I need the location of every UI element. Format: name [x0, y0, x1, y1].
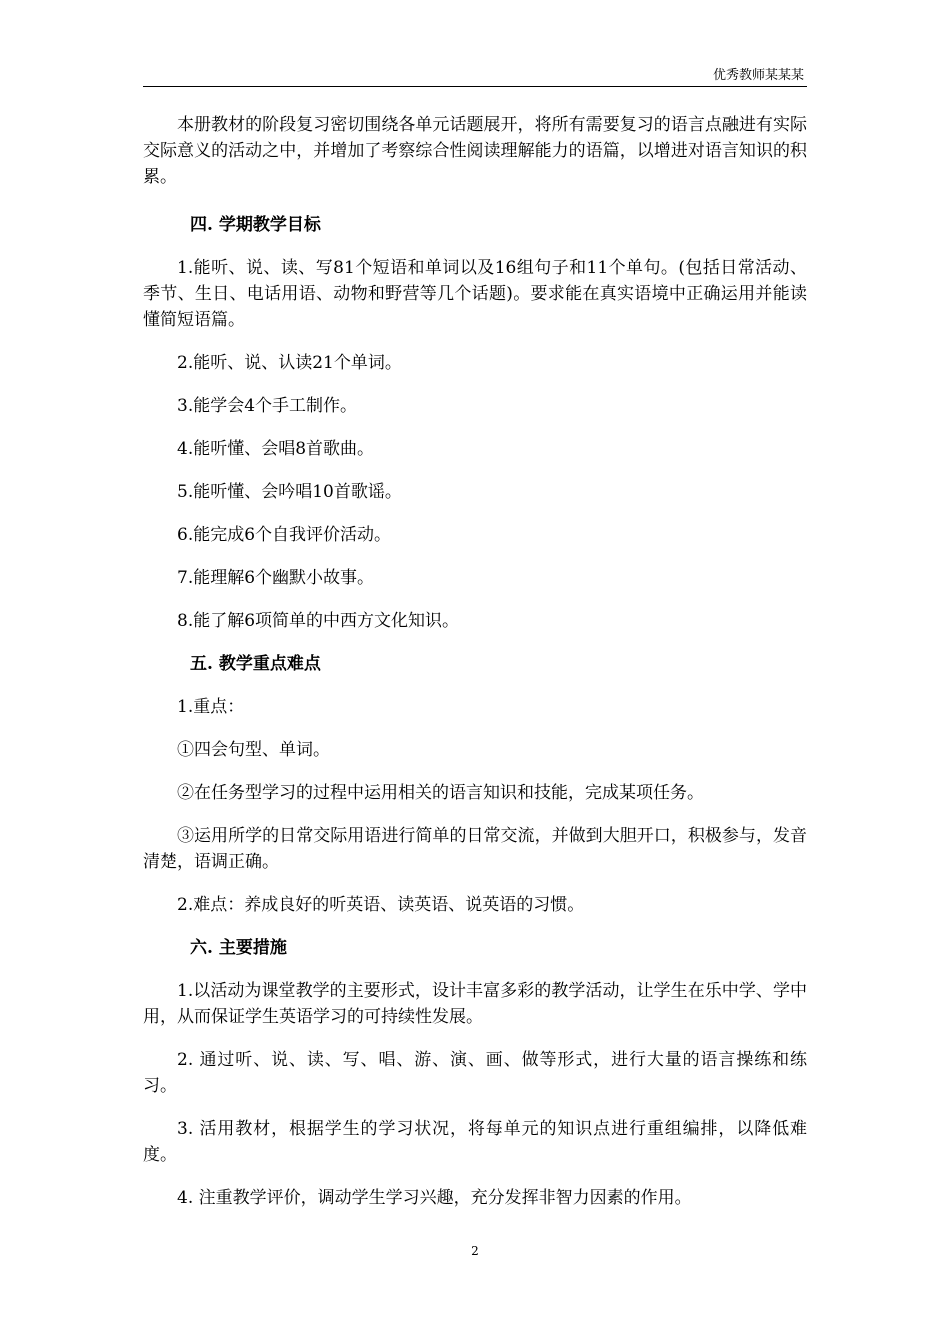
goal-item: 8.能了解6项简单的中西方文化知识。 — [177, 611, 460, 631]
key-point-item: 2.难点：养成良好的听英语、读英语、说英语的习惯。 — [177, 895, 585, 915]
key-point-item: ③运用所学的日常交际用语进行简单的日常交流，并做到大胆开口，积极参与，发音清楚，语调正确。 — [143, 826, 807, 872]
section-heading-key-points: 五. 教学重点难点 — [190, 654, 321, 674]
goal-item: 3.能学会4个手工制作。 — [177, 396, 358, 416]
document-body — [143, 112, 807, 1228]
goal-item: 4.能听懂、会唱8首歌曲。 — [177, 439, 375, 459]
measure-item: 1.以活动为课堂教学的主要形式，设计丰富多彩的教学活动，让学生在乐中学、学中用，从而保证学生英语学习的可持续性发展。 — [143, 981, 807, 1027]
page-header: 优秀教师某某某 — [712, 68, 804, 83]
section-heading-measures: 六. 主要措施 — [190, 938, 287, 958]
measure-item: 4. 注重教学评价，调动学生学习兴趣，充分发挥非智力因素的作用。 — [177, 1188, 692, 1208]
intro-paragraph: 本册教材的阶段复习密切围绕各单元话题展开，将所有需要复习的语言点融进有实际交际意义的活动之中，并增加了考察综合性阅读理解能力的语篇，以增进对语言知识的积累。 — [143, 115, 807, 187]
goal-item: 7.能理解6个幽默小故事。 — [177, 568, 375, 588]
measure-item: 3. 活用教材，根据学生的学习状况，将每单元的知识点进行重组编排，以降低难度。 — [143, 1119, 807, 1165]
measure-item: 2. 通过听、说、读、写、唱、游、演、画、做等形式，进行大量的语言操练和练习。 — [143, 1050, 807, 1096]
key-point-item: 1.重点： — [177, 697, 245, 717]
goal-item: 2.能听、说、认读21个单词。 — [177, 353, 402, 373]
page-number: 2 — [471, 1244, 479, 1258]
goal-item: 6.能完成6个自我评价活动。 — [177, 525, 392, 545]
section-heading-goals: 四. 学期教学目标 — [190, 215, 321, 235]
goal-item: 5.能听懂、会吟唱10首歌谣。 — [177, 482, 402, 502]
key-point-item: ②在任务型学习的过程中运用相关的语言知识和技能，完成某项任务。 — [177, 783, 704, 803]
key-point-item: ①四会句型、单词。 — [177, 740, 330, 760]
header-rule — [143, 86, 807, 87]
goal-item: 1.能听、说、读、写81个短语和单词以及16组句子和11个单句。(包括日常活动、季节、生日、电话用语、动物和野营等几个话题)。要求能在真实语境中正确运用并能读懂简短语篇。 — [143, 258, 807, 330]
